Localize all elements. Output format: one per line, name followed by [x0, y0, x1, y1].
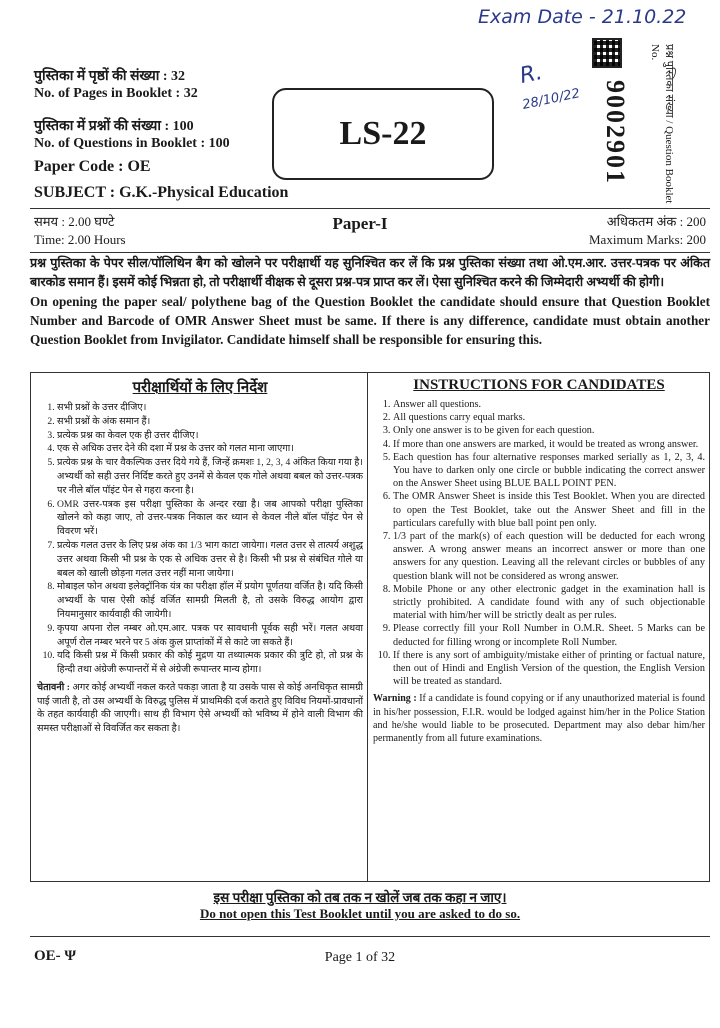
list-item: 3. प्रत्येक प्रश्न का केवल एक ही उत्तर दीजिए। — [57, 429, 363, 443]
list-item: 1. सभी प्रश्नों के उत्तर दीजिए। — [57, 401, 363, 415]
paper-title: Paper-I — [332, 214, 388, 233]
footer-code: OE- Ψ — [34, 948, 77, 964]
marks-english: Maximum Marks: 200 — [589, 232, 706, 247]
paper-code: Paper Code : OE — [34, 158, 151, 175]
list-item: 2. सभी प्रश्नों के अंक समान हैं। — [57, 415, 363, 429]
do-not-open-english: Do not open this Test Booklet until you are asked to do so. — [199, 906, 521, 921]
header-rule — [30, 208, 710, 209]
subject — [34, 184, 288, 202]
meta-rule — [30, 252, 710, 253]
notice-hindi: प्रश्न पुस्तिका के पेपर सील/पॉलिथिन बैग को खोलने पर परीक्षार्थी यह सुनिश्चित कर लें कि प्रश्न पुस्तिका संख्या तथा ओ.एम.आर. उत्तर-पत्रक पर अंकित बारकोड समान हैं। इसमें कोई भिन्नता हो, तो परीक्षार्थी वीक्षक से दूसरा प्रश्न-पत्र प्राप्त कर लें। ऐसा सुनिश्चित करने की जिम्मेदारी अभ्यर्थी की होगी। — [30, 256, 710, 289]
list-item: 5. Each question has four alternative responses marked serially as 1, 2, 3, 4. You have to darken only one circle or bubble indicating the correct answer on the Answer Sheet using BLUE BALL POINT PEN. — [393, 451, 705, 491]
warning-english — [373, 692, 705, 745]
list-item: 2. All questions carry equal marks. — [393, 411, 705, 424]
list-item: 10. If there is any sort of ambiguity/mistake either of printing or factual nature, then out of Hindi and English Version of the question, the English Version will be treated as standard. — [393, 649, 705, 689]
list-item: 3. Only one answer is to be given for each question. — [393, 424, 705, 437]
warning-hindi-label: चेतावनी : — [37, 681, 70, 693]
footer-rule — [30, 936, 710, 937]
list-item: 4. एक से अधिक उत्तर देने की दशा में प्रश्न के उत्तर को गलत माना जाएगा। — [57, 442, 363, 456]
list-item: 10. यदि किसी प्रश्न में किसी प्रकार की कोई मुद्रण या तथ्यात्मक प्रकार की त्रुटि हो, तो प्रश्न के हिन्दी तथा अंग्रेजी रूपान्तरों में से अंग्रेजी रूपान्तर मान्य होगा। — [57, 649, 363, 677]
list-item: 5. प्रत्येक प्रश्न के चार वैकल्पिक उत्तर दिये गये हैं, जिन्हें क्रमशः 1, 2, 3, 4 अंकित किया गया है। अभ्यर्थी को सही उत्तर निर्दिष्ट करते हुए उनमें से केवल एक गोले अथवा बबल को उत्तर-पत्रक पर नीले बॉल पॉइंट पेन से गहरा करना है। — [57, 456, 363, 497]
marks-hindi: अधिकतम अंक : 200 — [606, 214, 706, 229]
warning-english-label: Warning : — [373, 693, 417, 705]
handwritten-exam-date: Exam Date - 21.10.22 — [478, 6, 687, 28]
instructions-hindi-title: परीक्षार्थियों के लिए निर्देश — [132, 380, 268, 396]
instructions-english-list — [373, 398, 705, 688]
list-item: 8. Mobile Phone or any other electronic gadget in the examination hall is strictly prohibited. A candidate found with any of such objectionable material with him/her will be strictly dealt as per rules. — [393, 583, 705, 623]
subject-text: SUBJECT : G.K.-Physical Education — [34, 184, 289, 201]
time-hindi: समय : 2.00 घण्टे — [34, 214, 115, 229]
booklet-number: 9002901 — [601, 80, 630, 185]
instructions-hindi-list — [37, 401, 363, 677]
time-english: Time: 2.00 Hours — [34, 232, 126, 247]
warning-english-text: If a candidate is found copying or if any unauthorized material is found in his/her possession, F.I.R. would be lodged against him/her in the Police Station and he/she would liable to be prosecuted. Department may also debar him/her permanently from all future examinations. — [373, 693, 705, 745]
questions-english: No. of Questions in Booklet : 100 — [34, 136, 230, 151]
instructions-english-title: INSTRUCTIONS FOR CANDIDATES — [413, 377, 665, 393]
notice-banner — [30, 254, 710, 349]
pages-english: No. of Pages in Booklet : 32 — [34, 86, 198, 101]
notice-english: On opening the paper seal/ polythene bag of the Question Booklet the candidate should ensure that Question Booklet Number and Barcode of OMR Answer Sheet must be same. If there is any difference, candidate must obtain another Question Booklet from Invigilator. Candidate himself shall be responsible for ensuring this. — [30, 294, 710, 347]
list-item: 8. मोबाइल फोन अथवा इलेक्ट्रॉनिक यंत्र का परीक्षा हॉल में प्रयोग पूर्णतया वर्जित है। यदि किसी अभ्यर्थी के पास ऐसी कोई वर्जित सामग्री मिलती है, तो उसके विरुद्ध आयोग द्वारा नियमानुसार कार्यवाही की जायेगी। — [57, 580, 363, 621]
list-item: 1. Answer all questions. — [393, 398, 705, 411]
instructions-hindi — [37, 377, 363, 735]
warning-hindi-text: अगर कोई अभ्यर्थी नकल करते पकड़ा जाता है या उसके पास से कोई अनधिकृत सामग्री पाई जाती है, तो उस अभ्यर्थी के विरुद्ध पुलिस में प्राथमिकी दर्ज कराते हुए विविध नियमों-प्रावधानों के तहत कार्यवाही की जाएगी। साथ ही विभाग ऐसे अभ्यर्थी को भविष्य में होने वाली विभाग की समस्त परीक्षाओं से विवर्जित कर सकता है। — [37, 681, 363, 734]
booklet-code: LS-22 — [339, 115, 427, 152]
do-not-open-hindi: इस परीक्षा पुस्तिका को तब तक न खोलें जब तक कहा न जाए। — [213, 890, 507, 905]
booklet-number-label: प्रश्न पुस्तिका संख्या / Question Booklet No. — [649, 44, 675, 204]
instructions-box — [30, 372, 710, 882]
instructions-english — [373, 377, 705, 745]
warning-hindi — [37, 681, 363, 735]
column-divider — [367, 373, 368, 881]
qr-code — [592, 38, 622, 68]
questions-hindi: पुस्तिका में प्रश्नों की संख्या : 100 — [34, 119, 194, 134]
list-item: 6. OMR उत्तर-पत्रक इस परीक्षा पुस्तिका के अन्दर रखा है। जब आपको परीक्षा पुस्तिका खोलने को कहा जाए, तो उत्तर-पत्रक निकाल कर ध्यान से केवल नीले बॉल पॉइंट पेन से विवरण भरें। — [57, 498, 363, 539]
handwritten-initials-date: 28/10/22 — [521, 86, 582, 113]
page-number: Page 1 of 32 — [324, 950, 396, 965]
list-item: 6. The OMR Answer Sheet is inside this Test Booklet. When you are directed to open the Test Booklet, take out the Answer Sheet and fill in the particulars carefully with blue ball point pen only. — [393, 490, 705, 530]
booklet-code-box — [272, 88, 494, 180]
list-item: 7. प्रत्येक गलत उत्तर के लिए प्रश्न अंक का 1/3 भाग काटा जायेगा। गलत उत्तर से तात्पर्य अशुद्ध उत्तर अथवा किसी भी प्रश्न के एक से अधिक उत्तर से है। किसी भी प्रश्न से संबंधित गोले या बबल को खाली छोड़ना गलत उत्तर नहीं माना जायेगा। — [57, 539, 363, 580]
list-item: 7. 1/3 part of the mark(s) of each question will be deducted for each wrong answer. A wrong answer means an incorrect answer or more than one answers for any question. Leaving all the relevant circles or bubbles of any question blank will not be considered as wrong answer. — [393, 530, 705, 583]
handwritten-initials: R. — [517, 59, 545, 90]
list-item: 9. Please correctly fill your Roll Number in O.M.R. Sheet. 5 Marks can be deducted for filling wrong or incomplete Roll Number. — [393, 622, 705, 648]
list-item: 9. कृपया अपना रोल नम्बर ओ.एम.आर. पत्रक पर सावधानी पूर्वक सही भरें। गलत अथवा अपूर्ण रोल नम्बर भरने पर 5 अंक कुल प्राप्तांकों में से काटे जा सकते हैं। — [57, 622, 363, 650]
pages-hindi: पुस्तिका में पृष्ठों की संख्या : 32 — [34, 69, 186, 84]
list-item: 4. If more than one answers are marked, it would be treated as wrong answer. — [393, 438, 705, 451]
